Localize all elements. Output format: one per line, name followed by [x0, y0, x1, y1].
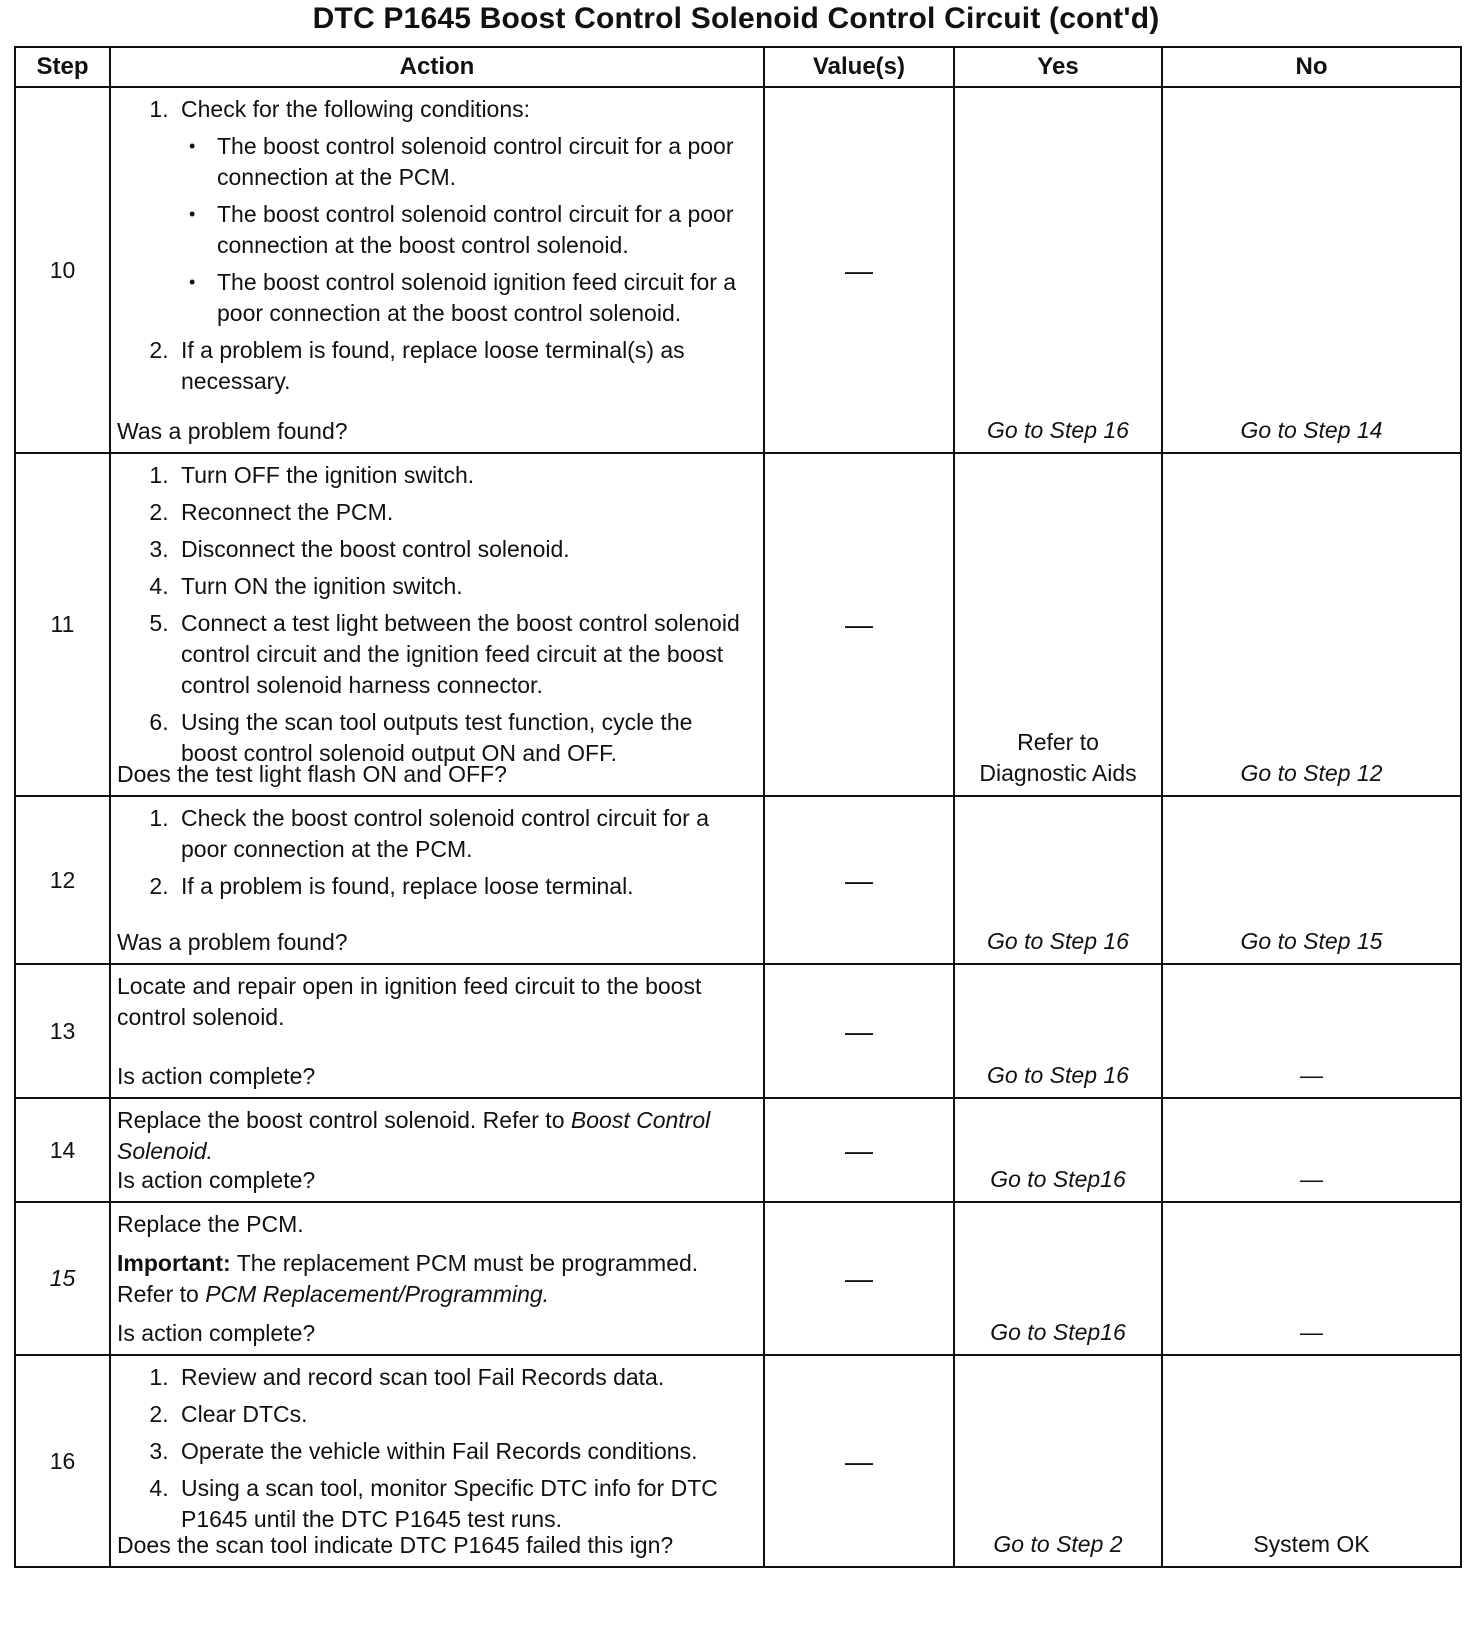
action-bullet: • The boost control solenoid control circuit for a poor connection at the boost control solenoid.	[217, 199, 751, 261]
action-item: 2. If a problem is found, replace loose terminal.	[175, 871, 751, 902]
value-cell: —	[764, 1202, 954, 1355]
yes-cell: Go to Step 16	[954, 964, 1162, 1098]
value-cell: —	[764, 796, 954, 964]
table-row	[15, 796, 1461, 964]
action-item: 4. Turn ON the ignition switch.	[175, 571, 751, 602]
action-cell	[110, 1202, 764, 1355]
value-cell: —	[764, 1355, 954, 1567]
diagnostic-table	[14, 46, 1462, 1568]
header-no: No	[1162, 47, 1461, 87]
header-action: Action	[110, 47, 764, 87]
action-item: 1. Turn OFF the ignition switch.	[175, 460, 751, 491]
reference-link: Boost Control Solenoid.	[117, 1107, 711, 1164]
no-cell: Go to Step 15	[1162, 796, 1461, 964]
step-number: 11	[15, 453, 110, 796]
step-number: 13	[15, 964, 110, 1098]
yes-line: Diagnostic Aids	[979, 760, 1137, 786]
action-question: Is action complete?	[117, 1063, 316, 1089]
important-label: Important:	[117, 1250, 231, 1276]
table-row	[15, 1202, 1461, 1355]
step-number: 10	[15, 87, 110, 453]
step-number: 15	[15, 1202, 110, 1355]
table-row	[15, 964, 1461, 1098]
action-cell	[110, 1355, 764, 1567]
table-row	[15, 87, 1461, 453]
action-cell	[110, 964, 764, 1098]
header-step: Step	[15, 47, 110, 87]
value-cell: —	[764, 964, 954, 1098]
action-item: 2. If a problem is found, replace loose terminal(s) as necessary.	[175, 335, 751, 397]
action-question: Is action complete?	[117, 1320, 316, 1346]
value-cell: —	[764, 1098, 954, 1202]
step-number: 14	[15, 1098, 110, 1202]
no-cell: —	[1162, 1098, 1461, 1202]
action-item: 3. Disconnect the boost control solenoid.	[175, 534, 751, 565]
no-cell: System OK	[1162, 1355, 1461, 1567]
action-item: 2. Reconnect the PCM.	[175, 497, 751, 528]
action-cell	[110, 87, 764, 453]
action-item: 3. Operate the vehicle within Fail Records conditions.	[175, 1436, 751, 1467]
page-title: DTC P1645 Boost Control Solenoid Control Circuit (cont'd)	[312, 2, 1160, 35]
action-item: Check for the following conditions:	[181, 96, 531, 122]
action-item: 2. Clear DTCs.	[175, 1399, 751, 1430]
yes-cell	[954, 453, 1162, 796]
table-row	[15, 453, 1461, 796]
table-header-row	[15, 47, 1461, 87]
yes-cell: Go to Step 16	[954, 87, 1162, 453]
action-text: Replace the PCM.	[117, 1211, 304, 1237]
action-cell	[110, 453, 764, 796]
action-cell	[110, 796, 764, 964]
no-cell: Go to Step 12	[1162, 453, 1461, 796]
action-bullet: • The boost control solenoid ignition feed circuit for a poor connection at the boost control solenoid.	[217, 267, 751, 329]
value-cell: —	[764, 87, 954, 453]
no-cell: —	[1162, 964, 1461, 1098]
no-cell: —	[1162, 1202, 1461, 1355]
header-yes: Yes	[954, 47, 1162, 87]
no-cell: Go to Step 14	[1162, 87, 1461, 453]
header-values: Value(s)	[764, 47, 954, 87]
important-text: The replacement PCM must be programmed. Refer to	[117, 1250, 699, 1307]
action-item: 6. Using the scan tool outputs test function, cycle the boost control solenoid output ON and OFF.	[175, 707, 751, 769]
step-number: 16	[15, 1355, 110, 1567]
action-item: 1. Review and record scan tool Fail Records data.	[175, 1362, 751, 1393]
reference-link: PCM Replacement/Programming.	[205, 1281, 550, 1307]
action-question: Does the test light flash ON and OFF?	[117, 761, 507, 787]
action-text: Replace the boost control solenoid. Refer to	[117, 1107, 565, 1133]
action-question: Does the scan tool indicate DTC P1645 failed this ign?	[117, 1532, 674, 1558]
yes-cell: Go to Step 2	[954, 1355, 1162, 1567]
action-text: Locate and repair open in ignition feed circuit to the boost control solenoid.	[117, 973, 702, 1030]
action-item: 4. Using a scan tool, monitor Specific DTC info for DTC P1645 until the DTC P1645 test runs.	[175, 1473, 751, 1535]
action-cell	[110, 1098, 764, 1202]
yes-cell: Go to Step16	[954, 1202, 1162, 1355]
action-question: Was a problem found?	[117, 418, 348, 444]
step-number: 12	[15, 796, 110, 964]
table-row	[15, 1355, 1461, 1567]
yes-line: Refer to	[1017, 729, 1099, 755]
action-question: Is action complete?	[117, 1167, 316, 1193]
action-question: Was a problem found?	[117, 929, 348, 955]
value-cell: —	[764, 453, 954, 796]
action-item: 5. Connect a test light between the boost control solenoid control circuit and the ignition feed circuit at the boost control solenoid harness connector.	[175, 608, 751, 701]
yes-cell: Go to Step 16	[954, 796, 1162, 964]
action-item: 1. Check the boost control solenoid control circuit for a poor connection at the PCM.	[175, 803, 751, 865]
action-bullet: • The boost control solenoid control circuit for a poor connection at the PCM.	[217, 131, 751, 193]
yes-cell: Go to Step16	[954, 1098, 1162, 1202]
table-row	[15, 1098, 1461, 1202]
